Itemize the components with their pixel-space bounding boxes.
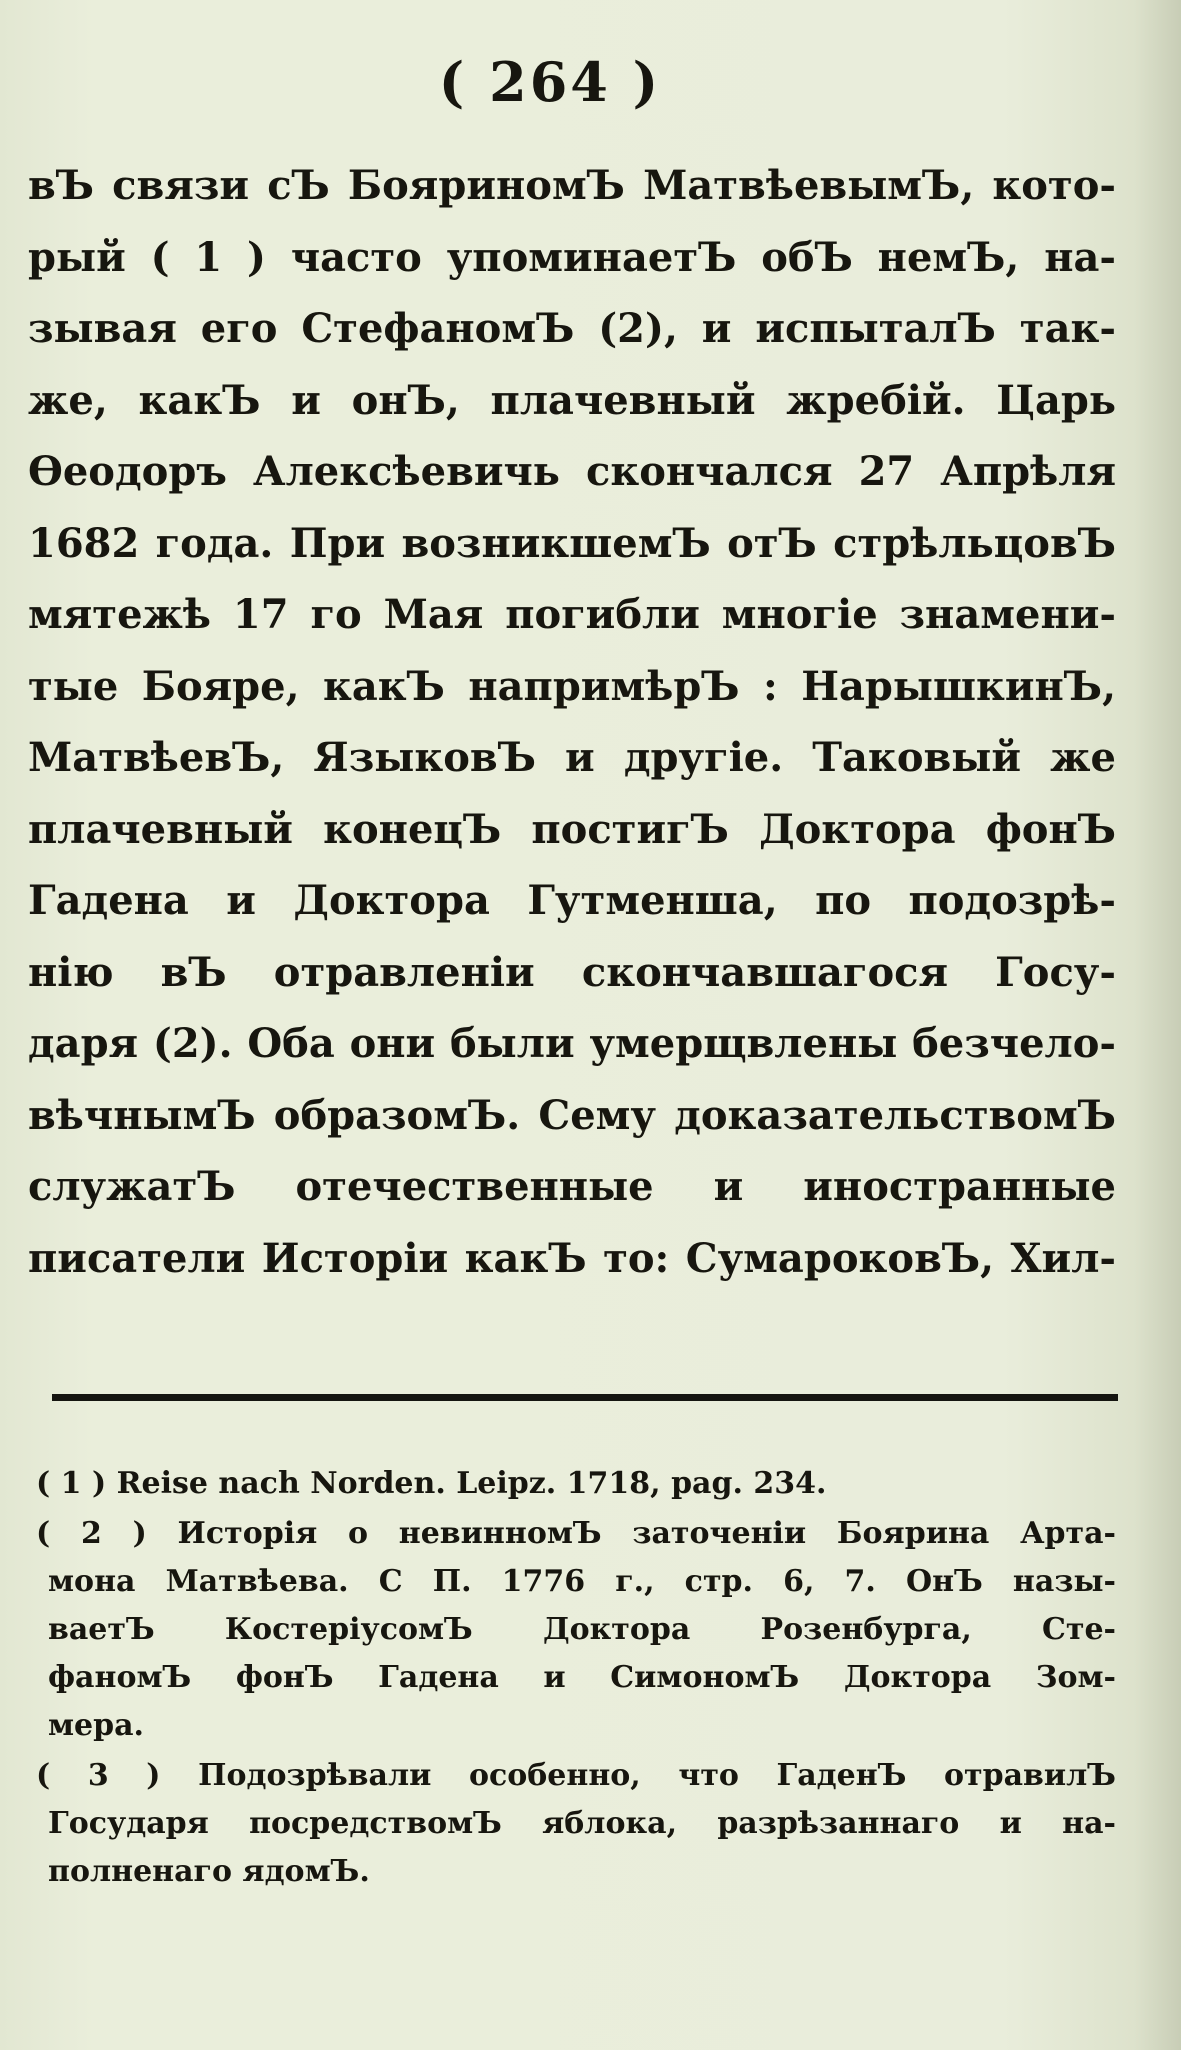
text-line: зывая его СтефаномЪ (2), и испыталЪ так- — [28, 305, 1116, 352]
text-line: рый ( 1 ) часто упоминаетЪ обЪ немЪ, на- — [28, 233, 1116, 281]
footnote-2 — [36, 1510, 1116, 1750]
text-line: МатвѣевЪ, ЯзыковЪ и другіе. Таковый же — [28, 734, 1116, 781]
footnote-line: фаномЪ фонЪ Гадена и СимономЪ Доктора Зом- — [48, 1660, 1116, 1695]
main-text — [28, 150, 1116, 1294]
text-line: мятежѣ 17 го Мая погибли многіе знамени- — [28, 591, 1116, 638]
text-line: писатели Исторіи какЪ то: СумароковЪ, Хил- — [28, 1234, 1116, 1282]
text-line: нію вЪ отравленіи скончавшагося Госу- — [28, 948, 1116, 996]
footnote-line: ( 1 ) Reise nach Norden. Leipz. 1718, pag. 234. — [36, 1466, 827, 1501]
text-line: 1682 года. При возникшемЪ отЪ стрѣльцовЪ — [28, 519, 1116, 567]
text-line: вЪ связи сЪ БояриномЪ МатвѣевымЪ, кото- — [28, 162, 1116, 209]
footnote-1 — [36, 1460, 1116, 1508]
text-line: даря (2). Оба они были умерщвлены безчело- — [28, 1020, 1116, 1067]
footnote-line: ( 2 ) Исторія о невинномЪ заточеніи Боярина Арта- — [36, 1516, 1116, 1551]
page-number: ( 264 ) — [438, 50, 662, 114]
text-line: тые Бояре, какЪ напримѣрЪ : НарышкинЪ, — [28, 662, 1116, 710]
text-line: Ѳеодоръ Алексѣевичь скончался 27 Апрѣля — [28, 448, 1116, 495]
footnote-line: ваетЪ КостеріусомЪ Доктора Розенбурга, Сте- — [48, 1612, 1116, 1647]
text-line: вѣчнымЪ образомЪ. Сему доказательствомЪ — [28, 1091, 1116, 1139]
footnote-divider — [52, 1394, 1118, 1401]
footnote-line: ( 3 ) Подозрѣвали особенно, что ГаденЪ отравилЪ — [36, 1758, 1116, 1793]
text-line: же, какЪ и онЪ, плачевный жребій. Царь — [28, 376, 1116, 424]
footnote-3 — [36, 1752, 1116, 1896]
footnote-line: мона Матвѣева. С П. 1776 г., стр. 6, 7. ОнЪ назы- — [48, 1564, 1116, 1599]
text-line: служатЪ отечественные и иностранные — [28, 1163, 1116, 1210]
text-line: Гадена и Доктора Гутменша, по подозрѣ- — [28, 877, 1116, 924]
footnotes — [36, 1460, 1116, 1898]
text-line: плачевный конецЪ постигЪ Доктора фонЪ — [28, 805, 1116, 853]
footnote-line: полненаго ядомЪ. — [48, 1854, 370, 1889]
footnote-line: Государя посредствомЪ яблока, разрѣзаннаго и на- — [48, 1806, 1116, 1841]
footnote-line: мера. — [48, 1708, 145, 1743]
